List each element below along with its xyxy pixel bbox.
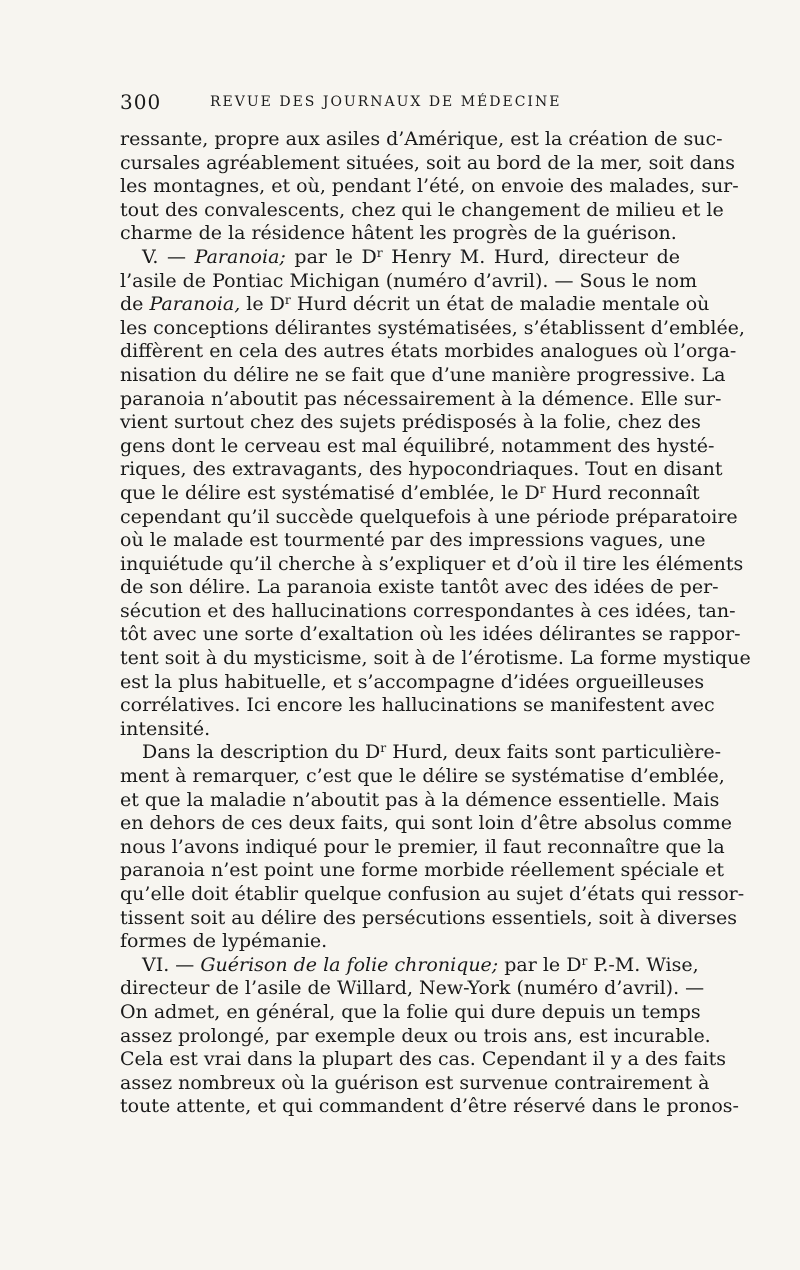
text-line: On admet, en général, que la folie qui dure depuis un temps — [120, 1000, 701, 1023]
superscript: r — [376, 245, 383, 260]
text-line: formes de lypémanie. — [120, 930, 328, 953]
section-vi-heading-line — [120, 953, 699, 978]
text-line: ment à remarquer, c’est que le délire se systématise d’emblée, — [120, 765, 725, 788]
superscript: r — [284, 292, 291, 307]
text-line: où le malade est tourmenté par des impressions vagues, une — [120, 529, 706, 552]
text-run: par le D — [498, 953, 582, 976]
paragraph-start-line — [120, 741, 722, 765]
text-run: que le délire est systématisé d’emblée, le D — [120, 481, 540, 504]
text-line: charme de la résidence hâtent les progrès de la guérison. — [120, 222, 677, 245]
text-run: Hurd reconnaît — [545, 481, 700, 504]
running-title: REVUE DES JOURNAUX DE MÉDECINE — [210, 94, 562, 110]
text-line: tôt avec une sorte d’exaltation où les idées délirantes se rappor- — [120, 623, 741, 646]
text-line: les montagnes, et où, pendant l’été, on envoie des malades, sur- — [120, 175, 739, 198]
text-line: tent soit à du mysticisme, soit à de l’érotisme. La forme mystique — [120, 647, 751, 670]
section-number: VI. — — [142, 953, 201, 976]
text-line: intensité. — [120, 717, 211, 740]
text-line: est la plus habituelle, et s’accompagne d’idées orgueilleuses — [120, 670, 705, 693]
text-line: assez nombreux où la guérison est survenue contrairement à — [120, 1071, 710, 1094]
text-line: paranoia n’est point une forme morbide réellement spéciale et — [120, 859, 724, 882]
text-run: P.-M. Wise, — [587, 953, 699, 976]
text-line: cependant qu’il succède quelquefois à une période préparatoire — [120, 505, 738, 528]
text-line: paranoia n’aboutit pas nécessairement à la démence. Elle sur- — [120, 387, 722, 410]
text-line: riques, des extravagants, des hypocondriaques. Tout en disant — [120, 458, 723, 481]
text-line: les conceptions délirantes systématisées, s’établissent d’emblée, — [120, 316, 745, 339]
text-line: vient surtout chez des sujets prédisposés à la folie, chez des — [120, 411, 701, 434]
section-title: Paranoia; — [194, 245, 286, 268]
section-title: Guérison de la folie chronique; — [200, 953, 499, 976]
text-line: l’asile de Pontiac Michigan (numéro d’avril). — Sous le nom — [120, 269, 698, 292]
text-line: toute attente, et qui commandent d’être réservé dans le pronos- — [120, 1095, 739, 1118]
text-line: corrélatives. Ici encore les hallucinations se manifestent avec — [120, 694, 715, 717]
superscript: r — [380, 741, 387, 756]
text-line: inquiétude qu’il cherche à s’expliquer et d’où il tire les éléments — [120, 552, 744, 575]
text-line — [120, 481, 700, 506]
text-line: gens dont le cerveau est mal équilibré, notamment des hysté- — [120, 434, 715, 457]
section-number: V. — — [142, 245, 195, 268]
text-run: Dans la description du D — [142, 741, 381, 764]
section-v-heading-line — [120, 246, 680, 270]
page-header — [120, 90, 680, 120]
text-line — [120, 292, 710, 317]
text-line: qu’elle doit établir quelque confusion au sujet d’états qui ressor- — [120, 883, 745, 905]
text-run: Hurd, deux faits sont particulière- — [386, 741, 722, 764]
page-number: 300 — [120, 90, 162, 114]
text-line: ressante, propre aux asiles d’Amérique, est la création de suc- — [120, 128, 723, 150]
text-line: diffèrent en cela des autres états morbides analogues où l’orga- — [120, 340, 737, 363]
text-line: en dehors de ces deux faits, qui sont loin d’être absolus comme — [120, 812, 732, 835]
body-text — [120, 128, 751, 1119]
text-line: nisation du délire ne se fait que d’une manière progressive. La — [120, 363, 726, 386]
text-line: directeur de l’asile de Willard, New-York (numéro d’avril). — — [120, 977, 705, 1000]
text-line: tissent soit au délire des persécutions essentiels, soit à diverses — [120, 906, 738, 929]
text-line: assez prolongé, par exemple deux ou trois ans, est incurable. — [120, 1024, 711, 1047]
text-line: et que la maladie n’aboutit pas à la démence essentielle. Mais — [120, 788, 720, 811]
italic-term: Paranoia, — [149, 293, 241, 316]
text-line: cursales agréablement situées, soit au bord de la mer, soit dans — [120, 151, 736, 174]
text-line: de son délire. La paranoia existe tantôt avec des idées de per- — [120, 576, 719, 599]
text-line: nous l’avons indiqué pour le premier, il faut reconnaître que la — [120, 835, 725, 858]
superscript: r — [581, 953, 588, 968]
text-line: Cela est vrai dans la plupart des cas. Cependant il y a des faits — [120, 1048, 727, 1071]
text-line: sécution et des hallucinations correspondantes à ces idées, tan- — [120, 599, 736, 622]
text-run: de — [120, 293, 150, 316]
superscript: r — [539, 481, 546, 496]
text-run: par le D — [285, 245, 377, 268]
text-run: le D — [240, 293, 285, 316]
text-run: Henry M. Hurd, directeur de — [382, 245, 680, 268]
text-run: Hurd décrit un état de maladie mentale où — [290, 293, 710, 316]
text-line: tout des convalescents, chez qui le changement de milieu et le — [120, 198, 724, 221]
